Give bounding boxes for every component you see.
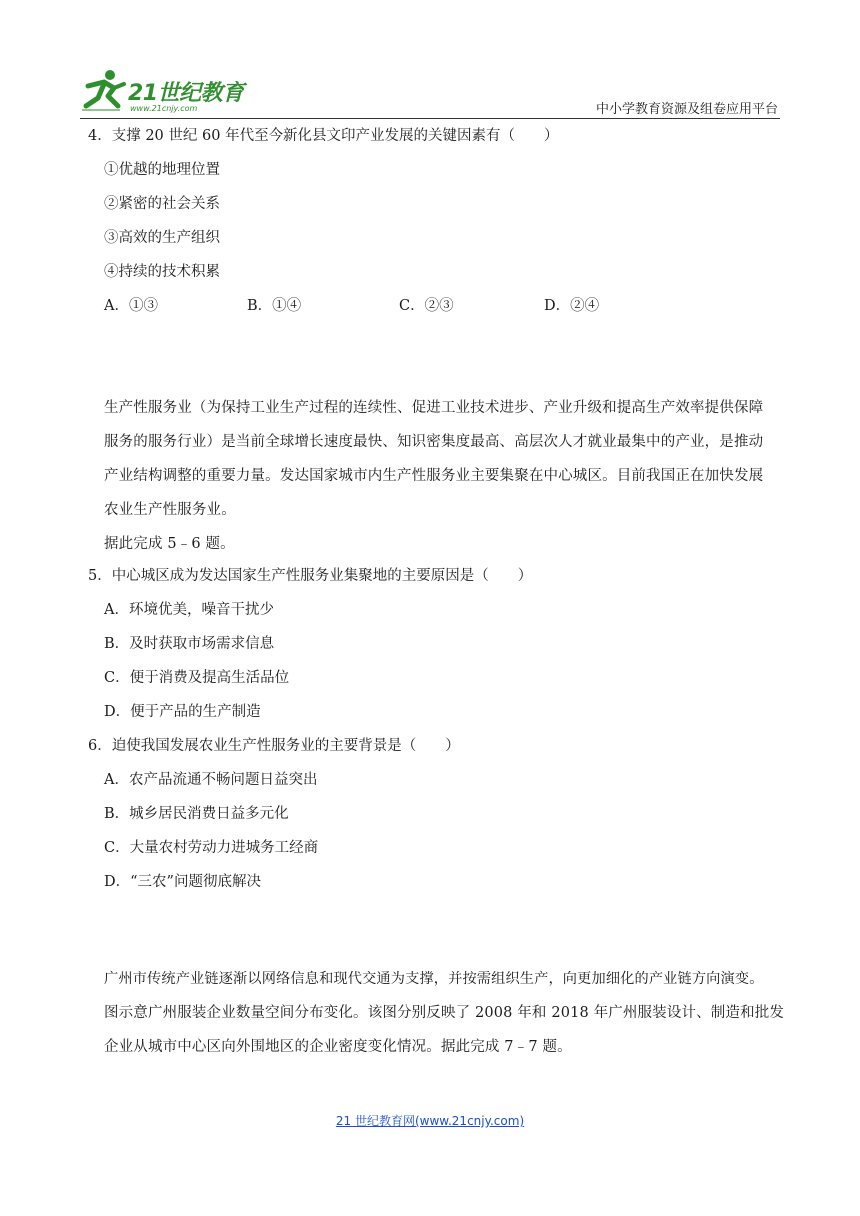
q4-item-2: ②紧密的社会关系 — [104, 196, 220, 212]
logo-text: 21世纪教育 — [128, 81, 244, 106]
runner-icon — [80, 66, 130, 114]
platform-title: 中小学教育资源及组卷应用平台 — [595, 102, 778, 117]
header-divider — [80, 118, 780, 119]
passage1-line-2: 服务的服务行业）是当前全球增长速度最快、知识密集度最高、高层次人才就业最集中的产业，是推动 — [104, 434, 764, 450]
passage1-line-4: 农业生产性服务业。 — [104, 502, 236, 518]
q6-option-c[interactable]: C．大量农村劳动力进城务工经商 — [104, 840, 319, 856]
q4-item-4: ④持续的技术积累 — [104, 264, 220, 280]
q6-option-a[interactable]: A．农产品流通不畅问题日益突出 — [104, 772, 318, 788]
q4-option-d[interactable]: D．②④ — [544, 298, 600, 314]
q4-item-3: ③高效的生产组织 — [104, 230, 220, 246]
passage2-line-2: 图示意广州服装企业数量空间分布变化。该图分别反映了 2008 年和 2018 年广州服装设计、制造和批发 — [104, 1005, 785, 1021]
passage1-instruction: 据此完成 5﹣6 题。 — [104, 536, 235, 552]
q6-stem: 6．迫使我国发展农业生产性服务业的主要背景是（ ） — [88, 738, 460, 754]
q4-option-a[interactable]: A．①③ — [104, 298, 158, 314]
q5-option-a[interactable]: A．环境优美，噪音干扰少 — [104, 602, 274, 618]
q4-option-b[interactable]: B．①④ — [247, 298, 302, 314]
q6-option-d[interactable]: D．“三农”问题彻底解决 — [104, 874, 261, 890]
footer-link[interactable]: 21 世纪教育网(www.21cnjy.com) — [335, 1114, 525, 1128]
q5-option-d[interactable]: D．便于产品的生产制造 — [104, 704, 261, 720]
q5-option-b[interactable]: B．及时获取市场需求信息 — [104, 636, 275, 652]
q4-option-c[interactable]: C．②③ — [399, 298, 454, 314]
page-header — [80, 62, 780, 118]
passage2-line-3: 企业从城市中心区向外围地区的企业密度变化情况。据此完成 7﹣7 题。 — [104, 1039, 572, 1055]
passage1-line-1: 生产性服务业（为保持工业生产过程的连续性、促进工业技术进步、产业升级和提高生产效率提供保障 — [104, 400, 764, 416]
passage2-line-1: 广州市传统产业链逐渐以网络信息和现代交通为支撑，并按需组织生产，向更加细化的产业链方向演变。 — [104, 971, 764, 987]
site-logo[interactable] — [80, 66, 255, 114]
q5-stem: 5．中心城区成为发达国家生产性服务业集聚地的主要原因是（ ） — [88, 568, 533, 584]
passage1-line-3: 产业结构调整的重要力量。发达国家城市内生产性服务业主要集聚在中心城区。目前我国正在加快发展 — [104, 468, 764, 484]
q5-option-c[interactable]: C．便于消费及提高生活品位 — [104, 670, 290, 686]
q4-stem: 4．支撑 20 世纪 60 年代至今新化县文印产业发展的关键因素有（ ） — [88, 128, 559, 144]
q4-item-1: ①优越的地理位置 — [104, 162, 220, 178]
q6-option-b[interactable]: B．城乡居民消费日益多元化 — [104, 806, 289, 822]
logo-subtitle: www.21cnjy.com — [130, 104, 198, 113]
